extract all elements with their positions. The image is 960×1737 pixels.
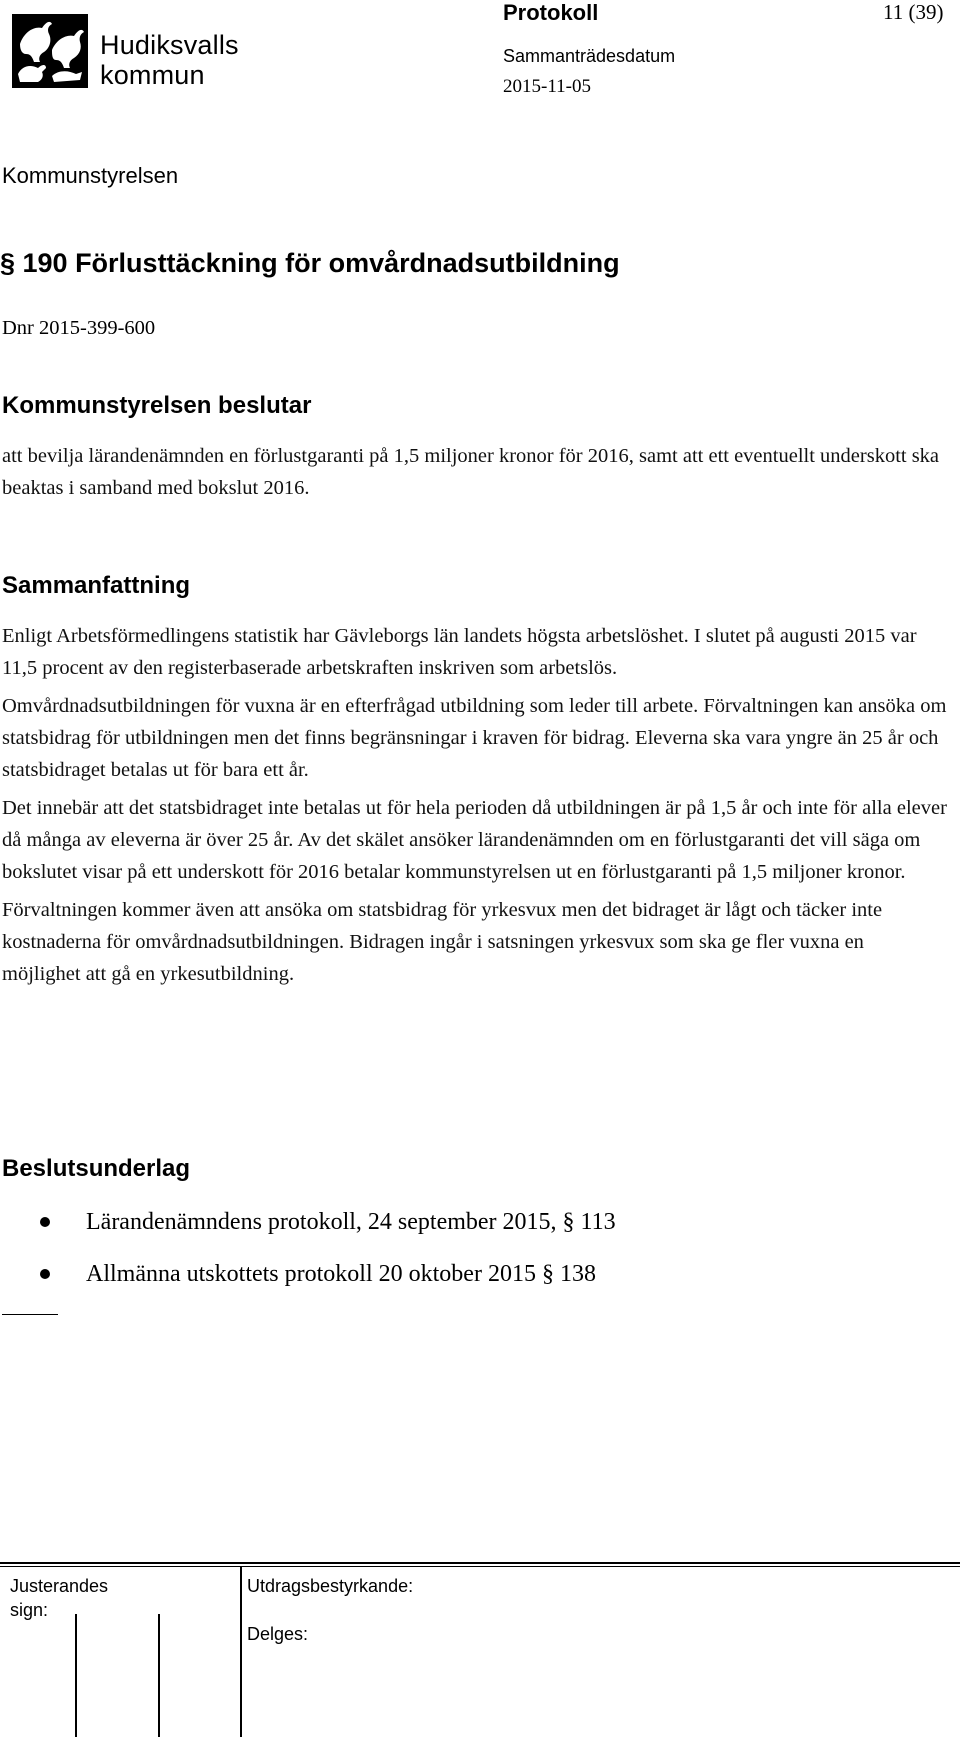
case-number: Dnr 2015-399-600 — [2, 317, 156, 339]
decision-text: att bevilja lärandenämnden en förlustgaranti på 1,5 miljoner kronor för 2016, samt att ett eventuellt underskott ska beaktas i samband med bokslut 2016. — [2, 445, 940, 499]
column-divider — [240, 1566, 242, 1737]
list-item — [40, 1258, 920, 1290]
signature-divider — [158, 1614, 160, 1737]
decision-heading: Kommunstyrelsen beslutar — [2, 392, 312, 419]
certified-label: Utdragsbestyrkande: — [247, 1576, 414, 1596]
bullet-dot-icon — [40, 1217, 50, 1227]
decision-basis-heading: Beslutsunderlag — [2, 1155, 191, 1182]
meeting-date-value: 2015-11-05 — [503, 76, 591, 97]
committee-name: Kommunstyrelsen — [2, 163, 179, 188]
meeting-date-label: Sammanträdesdatum — [503, 46, 676, 66]
brand-name-line2: kommun — [100, 60, 205, 90]
section-title: § 190 Förlusttäckning för omvårdnadsutbildning — [0, 248, 620, 278]
separator-line — [2, 1314, 58, 1315]
signers-label: Justerandes sign: — [10, 1576, 109, 1620]
brand-name-line1: Hudiksvalls — [100, 30, 239, 60]
summary-paragraph: Det innebär att det statsbidraget inte betalas ut för hela perioden då utbildningen är på 1,5 år och inte för alla elever då många av eleverna är över 25 år. Av det skälet ansöker lärandenämnden om en förlustgaranti det vill säga om bokslutet visar på ett underskott för 2016 betalar kommunstyrelsen ut en förlustgaranti på 1,5 miljoner kronor. — [2, 797, 947, 883]
signature-divider — [75, 1614, 77, 1737]
hudiksvall-goats-logo-icon — [12, 14, 88, 88]
distributed-label: Delges: — [247, 1624, 309, 1644]
summary-paragraph: Förvaltningen kommer även att ansöka om statsbidrag för yrkesvux men det bidraget är lågt och täcker inte kostnaderna för omvårdnadsutbildningen. Bidragen ingår i satsningen yrkesvux som ska ge fler vuxna en möjlighet att gå en yrkesutbildning. — [2, 899, 883, 985]
footer-top-rule — [0, 1562, 960, 1564]
footer-top-rule-inner — [0, 1566, 960, 1567]
bullet-dot-icon — [40, 1269, 50, 1279]
list-item-label: Lärandenämndens protokoll, 24 september 2015, § 113 — [86, 1209, 616, 1235]
list-item-label: Allmänna utskottets protokoll 20 oktober 2015 § 138 — [86, 1261, 596, 1287]
decision-basis-list — [40, 1206, 920, 1310]
summary-paragraph: Omvårdnadsutbildningen för vuxna är en efterfrågad utbildning som leder till arbete. Förvaltningen kan ansöka om statsbidrag för utbildningen men det finns begränsningar i kraven för bidrag. Eleverna ska vara yngre än 25 år och statsbidraget betalas ut för bara ett år. — [2, 695, 947, 781]
summary-body — [2, 620, 947, 996]
page-number: 11 (39) — [883, 0, 944, 24]
summary-heading: Sammanfattning — [2, 572, 191, 599]
summary-paragraph: Enligt Arbetsförmedlingens statistik har Gävleborgs län landets högsta arbetslöshet. I slutet på augusti 2015 var 11,5 procent av den registerbaserade arbetskraften inskriven som arbetslös. — [2, 625, 917, 679]
document-type: Protokoll — [503, 0, 599, 25]
list-item — [40, 1206, 920, 1238]
